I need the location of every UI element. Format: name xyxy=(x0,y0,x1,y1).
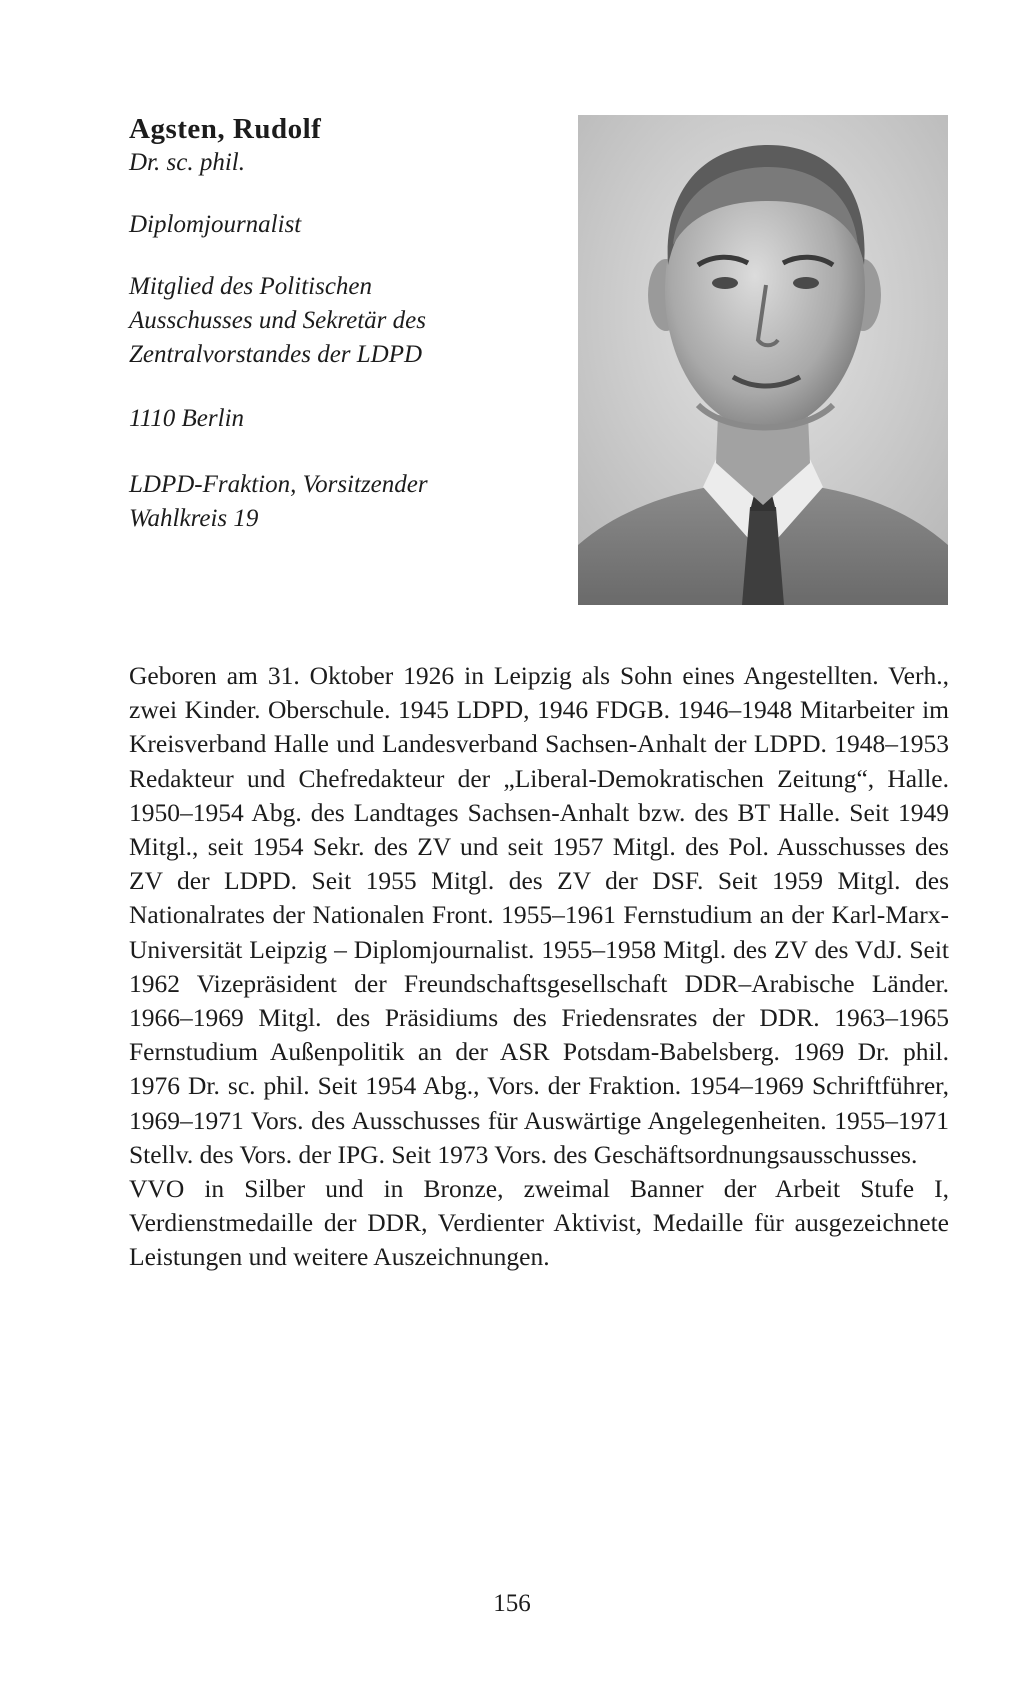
awards-text: VVO in Silber und in Bronze, zweimal Banner der Arbeit Stufe I, Verdienstmedaille der DDR, Verdienter Aktivist, Medaille für ausgezeichnete Leistungen und weitere Auszeichnungen. xyxy=(129,1174,949,1272)
entry-header xyxy=(129,112,549,536)
faction: LDPD-Fraktion, Vorsitzender xyxy=(129,471,428,498)
person-name: Agsten, Rudolf xyxy=(129,113,322,145)
function-line-3: Zentralvorstandes der LDPD xyxy=(129,341,423,368)
biography xyxy=(129,659,949,1275)
portrait-image xyxy=(578,115,948,605)
page-number: 156 xyxy=(493,1590,531,1617)
biography-text: Geboren am 31. Oktober 1926 in Leipzig als Sohn eines Angestellten. Verh., zwei Kinder. Oberschule. 1945 LDPD, 1946 FDGB. 1946–1948 Mitarbeiter im Kreisverband Halle und Landesverband Sachsen-Anhalt der LDPD. 1948–1953 Redakteur und Chefredakteur der „Liberal-Demokratischen Zeitung“, Halle. 1950–1954 Abg. des Landtages Sachsen-Anhalt bzw. des BT Halle. Seit 1949 Mitgl., seit 1954 Sekr. des ZV und seit 1957 Mitgl. des Pol. Ausschusses des ZV der LDPD. Seit 1955 Mitgl. des ZV der DSF. Seit 1959 Mitgl. des Nationalrates der Nationalen Front. 1955–1961 Fernstudium an der Karl-Marx-Universität Leipzig – Diplomjournalist. 1955–1958 Mitgl. des ZV des VdJ. Seit 1962 Vizepräsident der Freundschaftsgesellschaft DDR–Arabische Länder. 1966–1969 Mitgl. des Präsidiums des Friedensrates der DDR. 1963–1965 Fernstudium Außenpolitik an der ASR Potsdam-Babelsberg. 1969 Dr. phil. 1976 Dr. sc. phil. Seit 1954 Abg., Vors. der Fraktion. 1954–1969 Schriftführer, 1969–1971 Vors. des Ausschusses für Auswärtige Angelegenheiten. 1955–1971 Stellv. des Vors. der IPG. Seit 1973 Vors. des Geschäftsordnungsausschusses. xyxy=(129,661,949,1169)
address: 1110 Berlin xyxy=(129,405,245,432)
constituency: Wahlkreis 19 xyxy=(129,505,259,532)
function-line-2: Ausschusses und Sekretär des xyxy=(129,307,426,334)
portrait-photo xyxy=(578,115,948,605)
profession: Diplomjournalist xyxy=(129,211,302,238)
function-line-1: Mitglied des Politischen xyxy=(129,273,373,300)
academic-title: Dr. sc. phil. xyxy=(129,149,245,176)
